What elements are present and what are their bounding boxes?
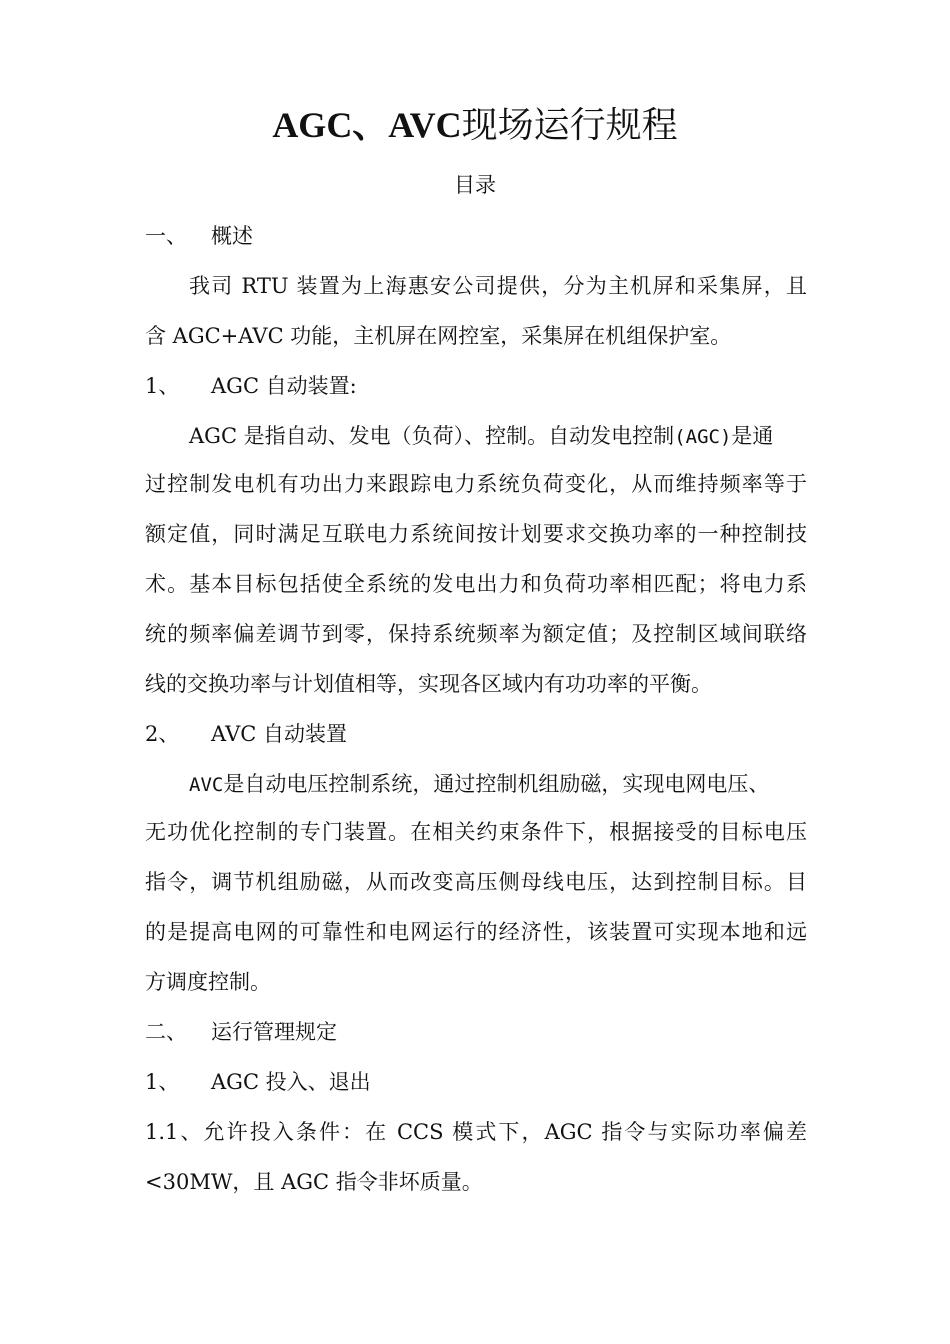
text-run: 是自动电压控制系统，通过控制机组励磁，实现电网电压、 [223, 772, 770, 796]
subsection-title: AVC 自动装置 [211, 722, 348, 746]
document-title [0, 100, 950, 150]
paragraph-line: 统的频率偏差调节到零，保持系统频率为额定值；及控制区域间联络 [145, 622, 807, 646]
subsection-heading-avc [145, 719, 807, 749]
subsection-number: 1、 [145, 374, 180, 398]
section-number: 二、 [145, 1020, 187, 1044]
title-chinese: 现场运行规程 [461, 105, 678, 146]
subsection-number: 2、 [145, 722, 180, 746]
section-title: 概述 [211, 224, 253, 248]
paragraph-line: <30MW，且 AGC 指令非坏质量。 [145, 1170, 483, 1194]
paragraph-line: 术。基本目标包括使全系统的发电出力和负荷功率相匹配；将电力系 [145, 572, 807, 596]
paragraph-line [189, 421, 807, 451]
paragraph-line: 线的交换功率与计划值相等，实现各区域内有功功率的平衡。 [145, 672, 712, 696]
paragraph-line [189, 769, 807, 799]
paragraph-line: 额定值，同时满足互联电力系统间按计划要求交换功率的一种控制技 [145, 522, 807, 546]
paragraph-line: 方调度控制。 [145, 970, 271, 994]
section-heading-operation [145, 1017, 807, 1047]
text-run: AGC 是指自动、发电（负荷）、控制。自动发电控制 [189, 424, 675, 448]
paragraph-line: 我司 RTU 装置为上海惠安公司提供，分为主机屏和采集屏，且 [189, 274, 807, 298]
text-run-mono: (AGC) [674, 426, 732, 448]
subsection-title: AGC 投入、退出 [211, 1070, 371, 1094]
title-latin: AGC、AVC [272, 105, 462, 145]
subsection-number: 1、 [145, 1070, 180, 1094]
paragraph-line: 的是提高电网的可靠性和电网运行的经济性，该装置可实现本地和远 [145, 920, 807, 944]
toc-heading: 目录 [454, 173, 496, 197]
subsection-heading-agc-switch [145, 1067, 807, 1097]
text-run: 是通 [731, 424, 774, 448]
section-title: 运行管理规定 [211, 1020, 337, 1044]
paragraph-line: 过控制发电机有功出力来跟踪电力系统负荷变化，从而维持频率等于 [145, 472, 807, 496]
paragraph-line: 无功优化控制的专门装置。在相关约束条件下，根据接受的目标电压 [145, 820, 807, 844]
text-run-mono: AVC [189, 774, 224, 796]
paragraph-line: 含 AGC+AVC 功能，主机屏在网控室，采集屏在机组保护室。 [145, 324, 732, 348]
paragraph-line: 指令，调节机组励磁，从而改变高压侧母线电压，达到控制目标。目 [145, 870, 807, 894]
section-heading-overview [145, 221, 807, 251]
subsection-title: AGC 自动装置: [211, 374, 357, 398]
subsection-heading-agc [145, 371, 807, 401]
section-number: 一、 [145, 224, 187, 248]
paragraph-line: 1.1、允许投入条件：在 CCS 模式下，AGC 指令与实际功率偏差 [145, 1120, 807, 1144]
